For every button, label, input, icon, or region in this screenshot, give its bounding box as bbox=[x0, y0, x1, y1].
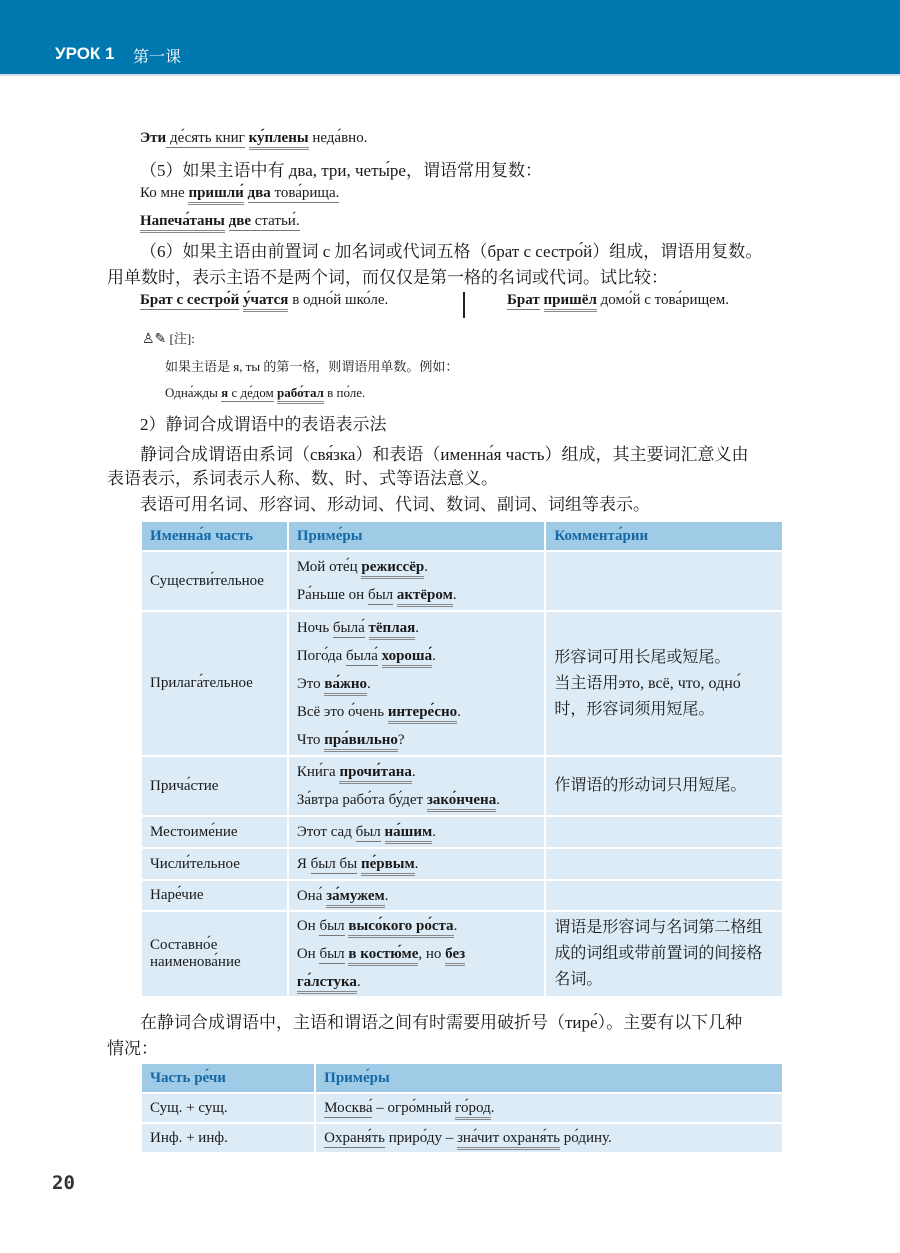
text-segment: Одна́жды bbox=[165, 385, 222, 400]
page-header bbox=[0, 0, 900, 74]
example-sentence bbox=[297, 850, 537, 878]
divider bbox=[463, 292, 465, 318]
part-of-speech: Сущ. + сущ. bbox=[141, 1093, 315, 1123]
examples-cell bbox=[288, 911, 546, 997]
table-row bbox=[141, 816, 783, 848]
note-header bbox=[142, 328, 195, 347]
text-segment: . bbox=[414, 856, 419, 872]
comment-cell bbox=[545, 551, 783, 611]
text-segment: в по́ле. bbox=[323, 385, 366, 400]
predicate: пра́вильно bbox=[324, 732, 398, 752]
text-segment: Ра́ньше он bbox=[296, 587, 368, 603]
example-sentence bbox=[165, 385, 365, 401]
examples-cell bbox=[288, 848, 546, 880]
text-segment: – огро́мный bbox=[372, 1100, 456, 1116]
predicate: в костю́ме bbox=[348, 946, 418, 966]
paragraph: 静词合成谓语由系词（свя́зка）和表语（именна́я часть）组成，其主要词汇意义由 bbox=[140, 445, 749, 464]
example-sentence bbox=[140, 213, 300, 230]
text-segment: . bbox=[424, 559, 428, 575]
comment-line: 形容词可用长尾或短尾。 bbox=[554, 648, 731, 666]
predicate: за́мужем bbox=[326, 888, 385, 908]
comment-line: 当主语用это, всё, что, одно́ bbox=[554, 674, 741, 692]
rule-5: （5）如果主语中有 два, три, четы́ре，谓语常用复数： bbox=[140, 161, 542, 180]
text-segment: Эти bbox=[140, 130, 167, 146]
subject: был bbox=[355, 824, 381, 840]
example-sentence bbox=[507, 292, 729, 309]
examples-cell bbox=[315, 1123, 783, 1153]
text-segment bbox=[381, 824, 385, 840]
subject: Охраня́ть bbox=[324, 1130, 385, 1146]
note-pen-icon: ♙✎ bbox=[142, 331, 167, 347]
text-segment: Она́ bbox=[296, 887, 327, 904]
predicate: ку́плены bbox=[249, 130, 309, 150]
part-of-speech: Местоиме́ние bbox=[141, 816, 288, 848]
example-sentence bbox=[140, 292, 388, 309]
subject: Москва́ bbox=[324, 1100, 373, 1116]
table-row bbox=[141, 1123, 783, 1153]
predicate: тёплая bbox=[369, 620, 416, 640]
subject: была́ bbox=[346, 647, 378, 664]
text-segment: ? bbox=[397, 731, 405, 748]
examples-cell bbox=[288, 611, 546, 756]
example-sentence bbox=[297, 553, 537, 581]
part-of-speech: Наре́чие bbox=[141, 880, 288, 911]
subject: статьи́. bbox=[250, 213, 300, 229]
predicate: Напеча́таны bbox=[140, 213, 225, 233]
text-segment: . bbox=[356, 974, 361, 990]
subject: с де́дом bbox=[228, 385, 274, 400]
predicate: высо́кого ро́ста bbox=[348, 918, 453, 938]
example-sentence bbox=[297, 912, 537, 940]
subject: това́рища. bbox=[270, 185, 340, 201]
example-sentence bbox=[140, 185, 339, 202]
example-sentence bbox=[297, 670, 537, 698]
text-segment bbox=[244, 185, 248, 201]
part-of-speech: Прича́стие bbox=[141, 756, 288, 816]
part-of-speech: Существи́тельное bbox=[141, 551, 288, 611]
text-segment bbox=[245, 130, 249, 146]
predicate: га́лстука bbox=[297, 974, 357, 994]
predicate: пе́рвым bbox=[361, 856, 415, 876]
col-header: Приме́ры bbox=[315, 1063, 783, 1093]
text-segment: . bbox=[496, 792, 500, 808]
text-segment: . bbox=[432, 824, 436, 840]
text-segment: Ко мне bbox=[140, 185, 189, 201]
example-sentence bbox=[297, 818, 537, 846]
text-segment bbox=[540, 292, 544, 308]
predicate: рабо́тал bbox=[277, 385, 324, 404]
text-segment: За́втра рабо́та бу́дет bbox=[296, 792, 427, 808]
subject: была́ bbox=[332, 619, 365, 636]
predicate: режиссёр bbox=[361, 559, 424, 579]
predicate: го́род bbox=[455, 1100, 490, 1120]
table-row bbox=[141, 848, 783, 880]
text-segment: . bbox=[411, 764, 416, 780]
text-segment: приро́ду – bbox=[384, 1130, 457, 1146]
part-of-speech: Инф. + инф. bbox=[141, 1123, 315, 1153]
text-segment: Он bbox=[296, 946, 320, 962]
example-sentence bbox=[297, 614, 537, 642]
examples-cell bbox=[288, 756, 546, 816]
text-segment: Это bbox=[296, 675, 325, 692]
table-row bbox=[141, 611, 783, 756]
paragraph: 表语可用名词、形容词、形动词、代词、数词、副词、词组等表示。 bbox=[140, 495, 650, 514]
subject: был bbox=[367, 587, 394, 603]
predicate: на́шим bbox=[385, 824, 433, 844]
example-sentence bbox=[297, 726, 537, 754]
comment-line: 时，形容词须用短尾。 bbox=[554, 700, 715, 718]
comment-line: 谓语是形容词与名词第二格组 bbox=[554, 919, 763, 936]
examples-cell bbox=[288, 880, 546, 911]
text-segment: в одно́й шко́ле. bbox=[288, 292, 389, 308]
lesson-title-cn: 第一课 bbox=[133, 49, 182, 66]
text-segment: . bbox=[432, 647, 436, 664]
text-segment: домо́й с това́рищем. bbox=[596, 292, 730, 308]
example-sentence bbox=[297, 786, 537, 814]
paragraph: 情况： bbox=[107, 1039, 158, 1058]
table-row bbox=[141, 1093, 783, 1123]
dash-table bbox=[140, 1062, 784, 1154]
text-segment bbox=[365, 620, 369, 636]
example-sentence bbox=[324, 1124, 774, 1152]
subject: Брат bbox=[507, 292, 540, 308]
text-segment: , но bbox=[418, 946, 446, 962]
comment-line: 成的词组或带前置词的间接格 bbox=[554, 945, 763, 962]
comment-cell bbox=[545, 611, 783, 756]
comment-cell bbox=[545, 880, 783, 911]
page-number: 20 bbox=[52, 1172, 75, 1194]
text-segment: . bbox=[457, 703, 461, 720]
predicate: интере́сно bbox=[388, 704, 457, 724]
predicate: зна́чит охраня́ть bbox=[457, 1130, 560, 1150]
part-of-speech: Прилага́тельное bbox=[141, 611, 288, 756]
examples-cell bbox=[288, 816, 546, 848]
text-segment: Всё это о́чень bbox=[296, 703, 388, 720]
comment-cell bbox=[545, 911, 783, 997]
predicate: актёром bbox=[397, 587, 453, 607]
subject: был bbox=[319, 918, 345, 934]
predicate: прочи́тана bbox=[339, 764, 411, 784]
predicate: пришёл bbox=[544, 292, 597, 312]
lesson-number: УРОК 1 bbox=[55, 44, 115, 63]
subject: две bbox=[228, 213, 251, 229]
example-sentence bbox=[297, 581, 537, 609]
predicate: без bbox=[445, 946, 465, 966]
text-segment: Кни́га bbox=[296, 764, 340, 780]
rule-6-cont: 用单数时，表示主语不是两个词，而仅仅是第一格的名词或代词。试比较： bbox=[107, 268, 668, 287]
comment-cell bbox=[545, 848, 783, 880]
example-sentence bbox=[297, 758, 537, 786]
part-of-speech: Составно́е наименова́ние bbox=[141, 911, 288, 997]
col-header: Именна́я часть bbox=[141, 521, 288, 551]
text-segment: . bbox=[366, 675, 371, 692]
text-segment: Мой оте́ц bbox=[296, 559, 362, 575]
example-sentence bbox=[297, 642, 537, 670]
paragraph: 表语表示，系词表示人称、数、时、式等语法意义。 bbox=[107, 469, 498, 488]
subject: Брат с сестро́й bbox=[140, 292, 240, 308]
text-segment: Этот сад bbox=[296, 824, 356, 840]
comment-cell bbox=[545, 816, 783, 848]
note-text: 如果主语是 я, ты 的第一格，则谓语用单数。例如： bbox=[165, 359, 459, 374]
table-row bbox=[141, 551, 783, 611]
text-segment: неда́вно. bbox=[308, 130, 368, 146]
text-segment: . bbox=[453, 918, 458, 934]
col-header: Часть ре́чи bbox=[141, 1063, 315, 1093]
subject: был бы bbox=[310, 856, 358, 872]
text-segment: . bbox=[384, 887, 389, 904]
examples-cell bbox=[288, 551, 546, 611]
section-heading: 2）静词合成谓语中的表语表示法 bbox=[140, 415, 387, 434]
subject: де́сять книг bbox=[166, 130, 245, 146]
rule-6: （6）如果主语由前置词 с 加名词或代词五格（брат с сестро́й）组成，谓语用复数。 bbox=[140, 242, 763, 261]
example-sentence bbox=[297, 940, 537, 968]
predicate: у́чатся bbox=[243, 292, 288, 312]
examples-cell bbox=[315, 1093, 783, 1123]
text-segment: . bbox=[415, 619, 419, 636]
text-segment: . bbox=[452, 587, 457, 603]
header-divider bbox=[0, 74, 900, 76]
example-sentence bbox=[297, 882, 537, 910]
predicate: хороша́ bbox=[382, 648, 432, 668]
col-header: Коммента́рии bbox=[545, 521, 783, 551]
subject: я bbox=[221, 385, 229, 400]
comment-cell bbox=[545, 756, 783, 816]
table-row bbox=[141, 880, 783, 911]
subject: два bbox=[247, 185, 271, 201]
part-of-speech: Числи́тельное bbox=[141, 848, 288, 880]
text-segment: Что bbox=[296, 731, 325, 748]
comment-line: 名词。 bbox=[554, 971, 603, 988]
subject: был bbox=[319, 946, 345, 962]
predicate: зако́нчена bbox=[427, 792, 496, 812]
predicate-table bbox=[140, 520, 784, 998]
col-header: Приме́ры bbox=[288, 521, 546, 551]
text-segment: Пого́да bbox=[296, 647, 347, 664]
example-sentence bbox=[324, 1094, 774, 1122]
paragraph: 在静词合成谓语中，主语和谓语之间有时需要用破折号（тире́）。主要有以下几种 bbox=[140, 1013, 743, 1032]
example-sentence bbox=[297, 968, 537, 996]
text-segment: Я bbox=[296, 856, 311, 872]
example-sentence bbox=[140, 130, 367, 147]
text-segment: ро́дину. bbox=[560, 1130, 612, 1146]
table-row bbox=[141, 756, 783, 816]
table-row bbox=[141, 911, 783, 997]
predicate: ва́жно bbox=[324, 676, 367, 696]
note-label: [注]: bbox=[169, 331, 195, 346]
text-segment: . bbox=[490, 1100, 495, 1116]
text-segment: Ночь bbox=[296, 619, 333, 636]
example-sentence bbox=[297, 698, 537, 726]
predicate: пришли́ bbox=[188, 185, 243, 205]
text-segment: Он bbox=[296, 918, 320, 934]
comment-line: 作谓语的形动词只用短尾。 bbox=[554, 777, 747, 794]
